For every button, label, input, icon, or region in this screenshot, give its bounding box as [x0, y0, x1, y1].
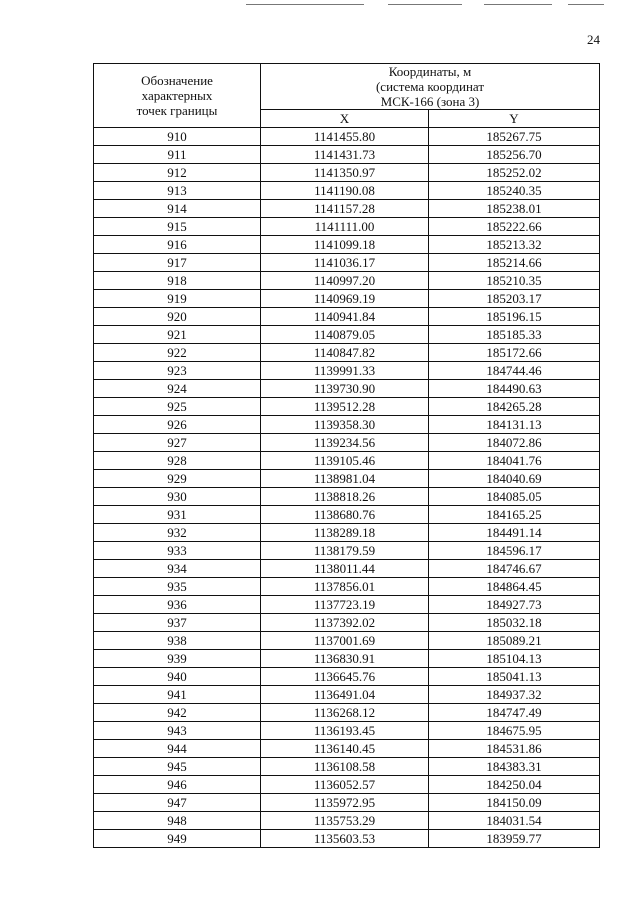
coordinates-table	[93, 63, 600, 848]
table-row	[94, 164, 600, 182]
y-coordinate-cell: 184675.95	[429, 722, 600, 740]
table-row	[94, 542, 600, 560]
table-row	[94, 596, 600, 614]
y-coordinate-cell: 184746.67	[429, 560, 600, 578]
point-cell: 916	[94, 236, 261, 254]
y-coordinate-cell: 184072.86	[429, 434, 600, 452]
point-cell: 920	[94, 308, 261, 326]
x-coordinate-cell: 1137001.69	[261, 632, 429, 650]
x-coordinate-cell: 1139105.46	[261, 452, 429, 470]
point-cell: 923	[94, 362, 261, 380]
point-cell: 933	[94, 542, 261, 560]
coords-header-line: МСК-166 (зона 3)	[380, 94, 480, 109]
point-cell: 921	[94, 326, 261, 344]
page-number: 24	[587, 32, 600, 47]
point-cell: 919	[94, 290, 261, 308]
point-cell: 914	[94, 200, 261, 218]
table-row	[94, 578, 600, 596]
point-cell: 934	[94, 560, 261, 578]
top-rule-3	[484, 4, 552, 5]
x-coordinate-cell: 1138818.26	[261, 488, 429, 506]
table-row	[94, 380, 600, 398]
y-coordinate-cell: 185203.17	[429, 290, 600, 308]
table-body	[94, 128, 600, 848]
table-row	[94, 344, 600, 362]
y-coordinate-cell: 185222.66	[429, 218, 600, 236]
x-coordinate-cell: 1137392.02	[261, 614, 429, 632]
y-coordinate-cell: 185240.35	[429, 182, 600, 200]
y-coordinate-cell: 185196.15	[429, 308, 600, 326]
table-row	[94, 146, 600, 164]
y-coordinate-cell: 184040.69	[429, 470, 600, 488]
x-coordinate-cell: 1140941.84	[261, 308, 429, 326]
point-cell: 940	[94, 668, 261, 686]
x-coordinate-cell: 1136491.04	[261, 686, 429, 704]
x-coordinate-cell: 1139730.90	[261, 380, 429, 398]
y-coordinate-cell: 185104.13	[429, 650, 600, 668]
y-column-header: Y	[429, 110, 600, 128]
y-coordinate-cell: 185213.32	[429, 236, 600, 254]
x-coordinate-cell: 1140969.19	[261, 290, 429, 308]
x-coordinate-cell: 1139234.56	[261, 434, 429, 452]
table-row	[94, 812, 600, 830]
table-row	[94, 200, 600, 218]
x-coordinate-cell: 1141455.80	[261, 128, 429, 146]
point-cell: 926	[94, 416, 261, 434]
point-cell: 912	[94, 164, 261, 182]
x-coordinate-cell: 1141036.17	[261, 254, 429, 272]
table-row	[94, 488, 600, 506]
point-cell: 943	[94, 722, 261, 740]
x-coordinate-cell: 1136108.58	[261, 758, 429, 776]
y-coordinate-cell: 184747.49	[429, 704, 600, 722]
table-row	[94, 650, 600, 668]
x-coordinate-cell: 1140879.05	[261, 326, 429, 344]
table-row	[94, 506, 600, 524]
x-coordinate-cell: 1141350.97	[261, 164, 429, 182]
point-cell: 936	[94, 596, 261, 614]
x-coordinate-cell: 1139991.33	[261, 362, 429, 380]
y-coordinate-cell: 184383.31	[429, 758, 600, 776]
table-row	[94, 704, 600, 722]
point-header-line: Обозначение	[141, 73, 213, 88]
table-header	[94, 64, 600, 128]
point-cell: 941	[94, 686, 261, 704]
table-row	[94, 632, 600, 650]
y-coordinate-cell: 184744.46	[429, 362, 600, 380]
x-coordinate-cell: 1138289.18	[261, 524, 429, 542]
point-cell: 937	[94, 614, 261, 632]
x-coordinate-cell: 1137856.01	[261, 578, 429, 596]
table-row	[94, 614, 600, 632]
point-cell: 935	[94, 578, 261, 596]
table-row	[94, 236, 600, 254]
y-coordinate-cell: 184927.73	[429, 596, 600, 614]
y-coordinate-cell: 185032.18	[429, 614, 600, 632]
table-row	[94, 794, 600, 812]
x-coordinate-cell: 1140847.82	[261, 344, 429, 362]
point-cell: 918	[94, 272, 261, 290]
y-coordinate-cell: 185238.01	[429, 200, 600, 218]
table-row	[94, 362, 600, 380]
y-coordinate-cell: 185172.66	[429, 344, 600, 362]
y-coordinate-cell: 185210.35	[429, 272, 600, 290]
y-coordinate-cell: 184041.76	[429, 452, 600, 470]
point-cell: 944	[94, 740, 261, 758]
y-coordinate-cell: 184150.09	[429, 794, 600, 812]
point-cell: 938	[94, 632, 261, 650]
table-row	[94, 776, 600, 794]
coords-header-line: Координаты, м	[388, 64, 472, 79]
point-header-line: характерных	[141, 88, 213, 103]
y-coordinate-cell: 185256.70	[429, 146, 600, 164]
y-coordinate-cell: 184031.54	[429, 812, 600, 830]
point-header-line: точек границы	[136, 103, 218, 118]
x-coordinate-cell: 1138981.04	[261, 470, 429, 488]
table-row	[94, 434, 600, 452]
y-coordinate-cell: 184165.25	[429, 506, 600, 524]
table-row	[94, 560, 600, 578]
x-coordinate-cell: 1141111.00	[261, 218, 429, 236]
table-row	[94, 830, 600, 848]
y-coordinate-cell: 184531.86	[429, 740, 600, 758]
point-cell: 942	[94, 704, 261, 722]
point-cell: 917	[94, 254, 261, 272]
y-coordinate-cell: 185252.02	[429, 164, 600, 182]
x-coordinate-cell: 1141099.18	[261, 236, 429, 254]
x-coordinate-cell: 1135753.29	[261, 812, 429, 830]
x-coordinate-cell: 1136645.76	[261, 668, 429, 686]
table-row	[94, 668, 600, 686]
point-cell: 911	[94, 146, 261, 164]
point-designation-header	[94, 64, 261, 128]
x-coordinate-cell: 1141157.28	[261, 200, 429, 218]
point-cell: 946	[94, 776, 261, 794]
table-row	[94, 290, 600, 308]
coords-header-line: (система координат	[375, 79, 485, 94]
table-row	[94, 452, 600, 470]
x-coordinate-cell: 1139358.30	[261, 416, 429, 434]
x-coordinate-cell: 1135972.95	[261, 794, 429, 812]
table-row	[94, 218, 600, 236]
x-coordinate-cell: 1141190.08	[261, 182, 429, 200]
point-cell: 925	[94, 398, 261, 416]
y-coordinate-cell: 185214.66	[429, 254, 600, 272]
x-coordinate-cell: 1136052.57	[261, 776, 429, 794]
point-cell: 927	[94, 434, 261, 452]
coordinates-header	[261, 64, 600, 110]
y-coordinate-cell: 184596.17	[429, 542, 600, 560]
table-row	[94, 128, 600, 146]
table-row	[94, 758, 600, 776]
table-row	[94, 326, 600, 344]
y-coordinate-cell: 185185.33	[429, 326, 600, 344]
point-cell: 924	[94, 380, 261, 398]
point-cell: 931	[94, 506, 261, 524]
point-cell: 929	[94, 470, 261, 488]
table-row	[94, 272, 600, 290]
table-row	[94, 686, 600, 704]
y-coordinate-cell: 184085.05	[429, 488, 600, 506]
x-coordinate-cell: 1136830.91	[261, 650, 429, 668]
x-column-header: X	[261, 110, 429, 128]
point-cell: 930	[94, 488, 261, 506]
x-coordinate-cell: 1136140.45	[261, 740, 429, 758]
x-coordinate-cell: 1139512.28	[261, 398, 429, 416]
y-coordinate-cell: 184491.14	[429, 524, 600, 542]
table-row	[94, 182, 600, 200]
y-coordinate-cell: 184131.13	[429, 416, 600, 434]
x-coordinate-cell: 1136268.12	[261, 704, 429, 722]
x-coordinate-cell: 1140997.20	[261, 272, 429, 290]
x-coordinate-cell: 1136193.45	[261, 722, 429, 740]
table-row	[94, 308, 600, 326]
point-cell: 913	[94, 182, 261, 200]
point-cell: 948	[94, 812, 261, 830]
point-cell: 947	[94, 794, 261, 812]
x-coordinate-cell: 1135603.53	[261, 830, 429, 848]
top-rule-4	[568, 4, 604, 5]
y-coordinate-cell: 184864.45	[429, 578, 600, 596]
point-cell: 915	[94, 218, 261, 236]
point-cell: 922	[94, 344, 261, 362]
top-rule-2	[388, 4, 462, 5]
x-coordinate-cell: 1138011.44	[261, 560, 429, 578]
x-coordinate-cell: 1138179.59	[261, 542, 429, 560]
table-row	[94, 524, 600, 542]
point-cell: 932	[94, 524, 261, 542]
table-row	[94, 722, 600, 740]
y-coordinate-cell: 184265.28	[429, 398, 600, 416]
point-cell: 939	[94, 650, 261, 668]
y-coordinate-cell: 184937.32	[429, 686, 600, 704]
x-coordinate-cell: 1137723.19	[261, 596, 429, 614]
table-row	[94, 398, 600, 416]
y-coordinate-cell: 184250.04	[429, 776, 600, 794]
table-row	[94, 416, 600, 434]
y-coordinate-cell: 184490.63	[429, 380, 600, 398]
table-row	[94, 470, 600, 488]
y-coordinate-cell: 185089.21	[429, 632, 600, 650]
x-coordinate-cell: 1141431.73	[261, 146, 429, 164]
table-row	[94, 740, 600, 758]
point-cell: 928	[94, 452, 261, 470]
x-coordinate-cell: 1138680.76	[261, 506, 429, 524]
y-coordinate-cell: 183959.77	[429, 830, 600, 848]
top-rule-1	[246, 4, 364, 5]
y-coordinate-cell: 185041.13	[429, 668, 600, 686]
point-cell: 910	[94, 128, 261, 146]
point-cell: 949	[94, 830, 261, 848]
point-cell: 945	[94, 758, 261, 776]
table-row	[94, 254, 600, 272]
y-coordinate-cell: 185267.75	[429, 128, 600, 146]
